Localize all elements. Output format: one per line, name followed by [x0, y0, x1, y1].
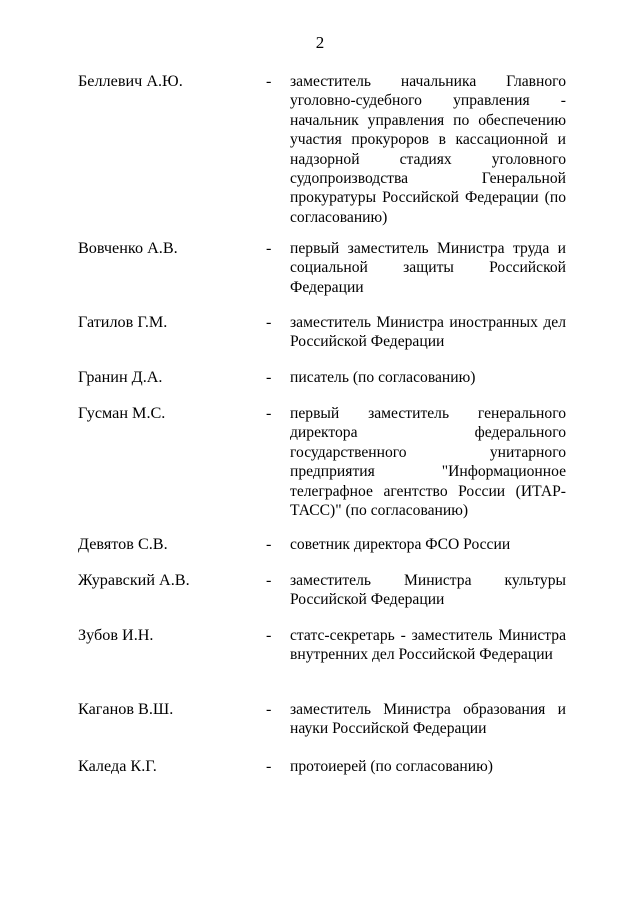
position-description: первый заместитель генерального директора федерального государственного унитарного предприятия "Информационное телеграфное агентство России (ИТАР-ТАСС)" (по согласованию): [290, 405, 566, 520]
position-description: писатель (по согласованию): [290, 369, 476, 386]
position-description: советник директора ФСО России: [290, 536, 511, 553]
person-name: Гатилов Г.М.: [78, 313, 168, 331]
position-description: заместитель Министра иностранных дел Российской Федерации: [290, 314, 566, 351]
position-description: первый заместитель Министра труда и социальной защиты Российской Федерации: [290, 240, 566, 296]
position-description: статс-секретарь - заместитель Министра внутренних дел Российской Федерации: [290, 627, 566, 664]
person-name: Беллевич А.Ю.: [78, 72, 183, 90]
separator-dash: -: [266, 404, 272, 422]
person-name: Девятов С.В.: [78, 535, 168, 553]
person-name: Зубов И.Н.: [78, 626, 154, 644]
position-description: заместитель Министра культуры Российской Федерации: [290, 572, 566, 609]
separator-dash: -: [266, 313, 272, 331]
separator-dash: -: [266, 368, 272, 386]
separator-dash: -: [266, 757, 272, 775]
person-name: Гранин Д.А.: [78, 368, 163, 386]
person-name: Каганов В.Ш.: [78, 700, 174, 718]
person-name: Вовченко А.В.: [78, 239, 178, 257]
person-name: Журавский А.В.: [78, 571, 190, 589]
position-description: заместитель начальника Главного уголовно-судебного управления - начальник управления по обеспечению участия прокуроров в кассационной и надзорной стадиях уголовного судопроизводства Генеральной прокуратуры Российской Федерации (по согласованию): [290, 73, 566, 226]
separator-dash: -: [266, 535, 272, 553]
person-name: Каледа К.Г.: [78, 757, 157, 775]
person-name: Гусман М.С.: [78, 404, 166, 422]
position-description: заместитель Министра образования и науки Российской Федерации: [290, 701, 566, 738]
separator-dash: -: [266, 700, 272, 718]
separator-dash: -: [266, 626, 272, 644]
separator-dash: -: [266, 571, 272, 589]
separator-dash: -: [266, 72, 272, 90]
position-description: протоиерей (по согласованию): [290, 758, 493, 775]
page-number: 2: [315, 33, 325, 52]
separator-dash: -: [266, 239, 272, 257]
